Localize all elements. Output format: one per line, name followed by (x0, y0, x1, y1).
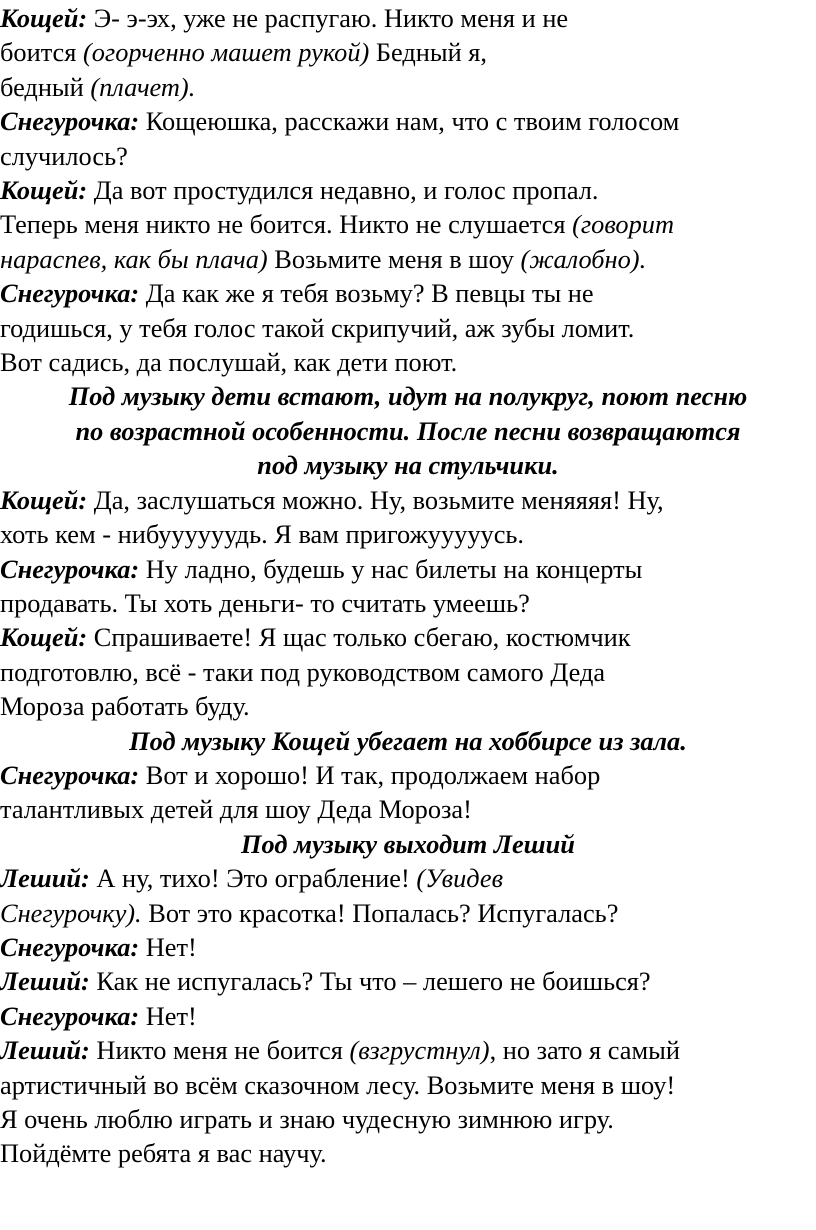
dialogue-paragraph (0, 174, 816, 277)
stage-direction (0, 828, 816, 862)
text-line (0, 897, 816, 931)
text-segment: годишься, у тебя голос такой скрипучий, аж зубы ломит. (0, 313, 635, 343)
dialogue-paragraph (0, 621, 816, 724)
dialogue-paragraph (0, 484, 816, 553)
text-line (0, 1137, 816, 1171)
speaker-name: Снегурочка: (0, 554, 140, 584)
speaker-name: Леший: (0, 1036, 90, 1066)
dialogue-paragraph (0, 553, 816, 622)
speaker-name: Снегурочка: (0, 1001, 140, 1031)
dialogue-paragraph (0, 105, 816, 174)
text-line (0, 36, 816, 70)
text-line (0, 725, 816, 759)
text-line (0, 174, 816, 208)
text-line (0, 380, 816, 414)
text-segment: по возрастной особенности. После песни возвращаются (75, 416, 741, 446)
text-segment: артистичный во всём сказочном лесу. Возьмите меня в шоу! (0, 1070, 676, 1100)
text-line (0, 243, 816, 277)
text-line (0, 862, 816, 896)
text-line (0, 759, 816, 793)
remark: нараспев, как бы плача) (0, 244, 268, 274)
text-segment: Спрашиваете! Я щас только сбегаю, костюмчик (87, 623, 631, 653)
text-segment: талантливых детей для шоу Деда Мороза! (0, 795, 472, 825)
remark: Снегурочку). (0, 898, 142, 928)
text-segment: А ну, тихо! Это ограбление! (89, 864, 417, 894)
text-segment: Э- э-эх, уже не распугаю. Никто меня и не (87, 4, 569, 33)
speaker-name: Снегурочка: (0, 760, 140, 790)
remark: (огорченно машет рукой) (82, 38, 370, 68)
dialogue-paragraph (0, 759, 816, 828)
text-segment: Я очень люблю играть и знаю чудесную зимнюю игру. (0, 1105, 614, 1134)
text-segment: продавать. Ты хоть деньги- то считать умеешь? (0, 588, 530, 618)
text-segment: Да как же я тебя возьму? В певцы ты не (139, 279, 594, 309)
text-segment: Никто меня не боится (89, 1036, 350, 1066)
text-line (0, 1034, 816, 1068)
text-segment: Пойдёмте ребята я вас научу. (0, 1139, 327, 1169)
text-segment: Вот это красотка! Попалась? Испугалась? (141, 898, 619, 928)
stage-direction (0, 725, 816, 759)
text-segment: Нет! (139, 932, 197, 962)
text-line (0, 1000, 816, 1034)
text-line (0, 71, 816, 105)
text-segment: Под музыку выходит Леший (241, 829, 575, 859)
dialogue-paragraph (0, 1000, 816, 1034)
text-line (0, 690, 816, 724)
speaker-name: Кощей: (0, 623, 88, 653)
text-line (0, 2, 816, 36)
text-line (0, 553, 816, 587)
text-segment: Возьмите меня в шоу (267, 244, 521, 274)
dialogue-paragraph (0, 862, 816, 931)
text-line (0, 277, 816, 311)
speaker-name: Снегурочка: (0, 932, 140, 962)
speaker-name: Леший: (0, 864, 90, 894)
text-line (0, 656, 816, 690)
speaker-name: Снегурочка: (0, 279, 140, 309)
remark: (говорит (572, 210, 674, 240)
text-line (0, 105, 816, 139)
speaker-name: Леший: (0, 967, 90, 997)
text-segment: Мороза работать буду. (0, 692, 250, 722)
text-segment: Вот и хорошо! И так, продолжаем набор (139, 760, 601, 790)
speaker-name: Снегурочка: (0, 107, 140, 137)
speaker-name: Кощей: (0, 4, 88, 33)
text-segment: Ну ладно, будешь у нас билеты на концерты (139, 554, 643, 584)
text-segment: Теперь меня никто не боится. Никто не слушается (0, 210, 573, 240)
speaker-name: Кощей: (0, 485, 88, 515)
text-segment: Да, заслушаться можно. Ну, возьмите меняяяя! Ну, (87, 485, 664, 515)
text-line (0, 1103, 816, 1137)
text-line (0, 140, 816, 174)
remark: (взгрустнул) (349, 1036, 490, 1066)
text-line (0, 312, 816, 346)
stage-direction (0, 380, 816, 483)
text-line (0, 346, 816, 380)
text-segment: Да вот простудился недавно, и голос пропал. (87, 176, 599, 206)
text-segment: случилось? (0, 141, 128, 171)
dialogue-paragraph (0, 1034, 816, 1172)
remark: (плачет). (90, 72, 196, 102)
text-segment: Под музыку дети встают, идут на полукруг, поют песню (68, 382, 748, 412)
text-segment: боится (0, 38, 83, 68)
text-segment: бедный (0, 72, 91, 102)
text-segment: хоть кем - нибуууууудь. Я вам пригожууууусь. (0, 520, 525, 550)
remark: (Увидев (416, 864, 504, 894)
text-line (0, 484, 816, 518)
dialogue-paragraph (0, 277, 816, 380)
text-segment: Вот садись, да послушай, как дети поют. (0, 348, 458, 378)
speaker-name: Кощей: (0, 176, 88, 206)
text-line (0, 449, 816, 483)
text-line (0, 931, 816, 965)
dialogue-paragraph (0, 965, 816, 999)
text-line (0, 828, 816, 862)
text-line (0, 965, 816, 999)
text-segment: под музыку на стульчики. (257, 451, 559, 481)
text-line (0, 1069, 816, 1103)
dialogue-paragraph (0, 2, 816, 105)
text-segment: , но зато я самый (489, 1036, 680, 1066)
dialogue-paragraph (0, 931, 816, 965)
text-line (0, 518, 816, 552)
remark: (жалобно). (520, 244, 647, 274)
text-segment: Бедный я, (369, 38, 487, 68)
text-segment: подготовлю, всё - таки под руководством самого Деда (0, 657, 606, 687)
text-line (0, 587, 816, 621)
text-line (0, 208, 816, 242)
text-line (0, 793, 816, 827)
text-line (0, 621, 816, 655)
text-segment: Как не испугалась? Ты что – лешего не боишься? (89, 967, 651, 997)
text-segment: Кощеюшка, расскажи нам, что с твоим голосом (139, 107, 680, 137)
text-segment: Нет! (139, 1001, 197, 1031)
text-line (0, 415, 816, 449)
text-segment: Под музыку Кощей убегает на хоббирсе из зала. (129, 726, 687, 756)
